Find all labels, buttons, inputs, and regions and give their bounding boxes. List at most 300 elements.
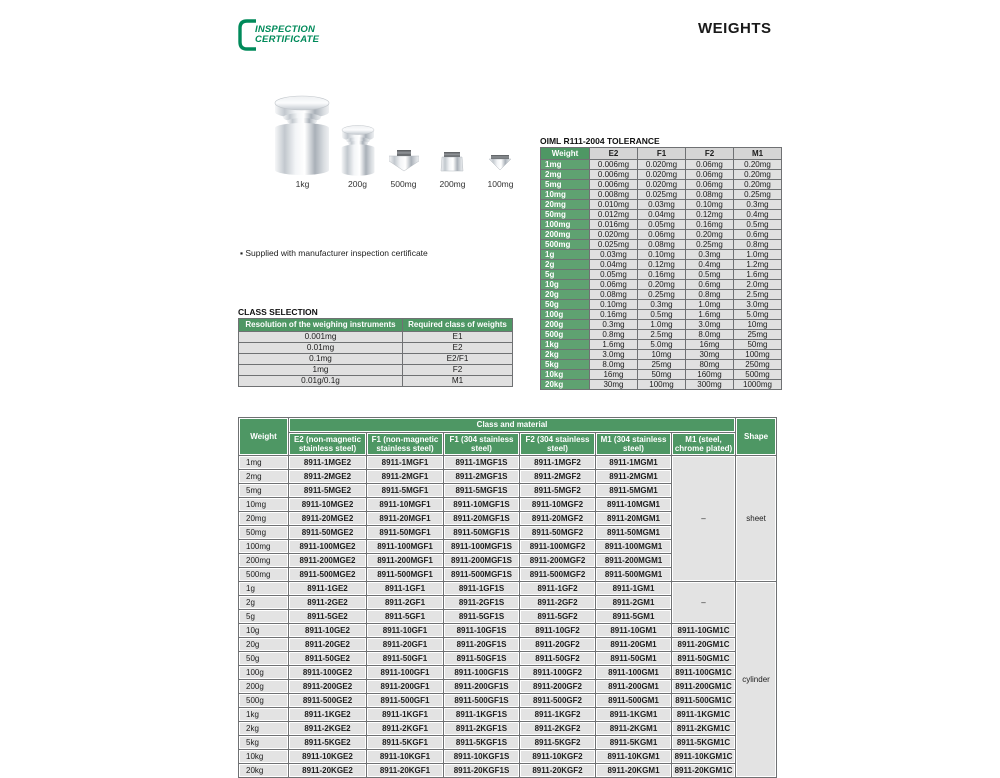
header-row	[239, 319, 512, 331]
table-row	[239, 354, 512, 364]
part-number: 8911-100GM1C	[672, 666, 735, 679]
part-number: 8911-20GM1C	[672, 638, 735, 651]
row-label: 20mg	[239, 512, 288, 525]
tolerance-value: 8.0mg	[590, 360, 637, 369]
tolerance-value: 0.12mg	[686, 210, 733, 219]
column-header: F1 (non-magnetic stainless steel)	[367, 433, 443, 455]
column-header: Weight	[239, 418, 288, 455]
row-label: 10kg	[239, 750, 288, 763]
tolerance-value: 2.5mg	[638, 330, 685, 339]
tolerance-value: 0.4mg	[734, 210, 781, 219]
part-number: 8911-1KGF1S	[444, 708, 519, 721]
tolerance-value: 0.3mg	[686, 250, 733, 259]
row-label: 5kg	[239, 736, 288, 749]
part-number: 8911-200GM1C	[672, 680, 735, 693]
row-label: 10g	[541, 280, 589, 289]
table-row	[541, 170, 781, 179]
note	[240, 248, 428, 258]
weight-label: 200g	[348, 179, 367, 189]
row-label: 10g	[239, 624, 288, 637]
tolerance-value: 1.2mg	[734, 260, 781, 269]
tolerance-value: 0.20mg	[686, 230, 733, 239]
class-value: 0.001mg	[239, 332, 402, 342]
part-number: 8911-200MGM1	[596, 554, 671, 567]
bullet-icon: ▪	[240, 248, 244, 258]
part-number: 8911-500MGE2	[289, 568, 366, 581]
part-number: 8911-1KGF1	[367, 708, 443, 721]
tolerance-value: 0.8mg	[686, 290, 733, 299]
table-row	[541, 330, 781, 339]
part-number: 8911-10MGF1S	[444, 498, 519, 511]
tolerance-value: 0.20mg	[734, 160, 781, 169]
part-number: 8911-50MGM1	[596, 526, 671, 539]
part-number: 8911-1GE2	[289, 582, 366, 595]
part-number: 8911-1GF2	[520, 582, 595, 595]
part-number: 8911-5KGE2	[289, 736, 366, 749]
class-value: M1	[403, 376, 512, 386]
row-label: 100g	[239, 666, 288, 679]
part-number: 8911-10GF2	[520, 624, 595, 637]
merged-cell: sheet	[736, 456, 776, 581]
row-label: 5g	[239, 610, 288, 623]
table-row	[541, 190, 781, 199]
tolerance-value: 0.25mg	[638, 290, 685, 299]
tolerance-table-title: OIML R111-2004 TOLERANCE	[540, 136, 660, 146]
table-row	[239, 365, 512, 375]
class-value: E2	[403, 343, 512, 353]
table-row	[239, 376, 512, 386]
part-number: 8911-100MGM1	[596, 540, 671, 553]
table-row	[541, 340, 781, 349]
part-number: 8911-200GF2	[520, 680, 595, 693]
table-row	[541, 160, 781, 169]
row-label: 2g	[541, 260, 589, 269]
tolerance-value: 0.8mg	[734, 240, 781, 249]
part-number: 8911-2GM1	[596, 596, 671, 609]
table-row	[541, 270, 781, 279]
tolerance-value: 16mg	[686, 340, 733, 349]
header-row	[239, 433, 776, 455]
row-label: 1g	[239, 582, 288, 595]
table-row	[541, 230, 781, 239]
table-row	[541, 240, 781, 249]
merged-cell: –	[672, 456, 735, 581]
tolerance-value: 0.006mg	[590, 160, 637, 169]
part-number: 8911-1MGF1S	[444, 456, 519, 469]
part-number: 8911-5KGM1	[596, 736, 671, 749]
weight-label: 1kg	[295, 179, 310, 189]
tolerance-value: 0.020mg	[638, 180, 685, 189]
part-number: 8911-5KGF1S	[444, 736, 519, 749]
row-label: 100g	[541, 310, 589, 319]
part-number: 8911-5GF2	[520, 610, 595, 623]
part-number: 8911-20KGM1	[596, 764, 671, 777]
column-header: F2	[686, 148, 733, 159]
row-label: 100mg	[541, 220, 589, 229]
tolerance-value: 25mg	[734, 330, 781, 339]
part-number: 8911-100MGE2	[289, 540, 366, 553]
part-number: 8911-20GF2	[520, 638, 595, 651]
class-value: 1mg	[239, 365, 402, 375]
row-label: 2mg	[541, 170, 589, 179]
row-label: 20mg	[541, 200, 589, 209]
table-row	[239, 652, 776, 665]
table-row	[541, 290, 781, 299]
tolerance-value: 0.03mg	[590, 250, 637, 259]
part-number: 8911-10MGF2	[520, 498, 595, 511]
row-label: 20g	[239, 638, 288, 651]
tolerance-value: 0.06mg	[638, 230, 685, 239]
part-number: 8911-2MGF1S	[444, 470, 519, 483]
tolerance-value: 0.08mg	[686, 190, 733, 199]
row-label: 2kg	[541, 350, 589, 359]
row-label: 20kg	[541, 380, 589, 389]
part-number: 8911-20KGF1	[367, 764, 443, 777]
table-row	[239, 736, 776, 749]
part-number: 8911-50MGF1	[367, 526, 443, 539]
column-header: Weight	[541, 148, 589, 159]
tolerance-value: 3.0mg	[590, 350, 637, 359]
part-number: 8911-50MGF2	[520, 526, 595, 539]
part-number: 8911-5GF1	[367, 610, 443, 623]
merged-cell: –	[672, 582, 735, 623]
tolerance-value: 1.6mg	[734, 270, 781, 279]
row-label: 5mg	[541, 180, 589, 189]
tolerance-value: 0.4mg	[686, 260, 733, 269]
class-value: 0.1mg	[239, 354, 402, 364]
part-number: 8911-20MGM1	[596, 512, 671, 525]
tolerance-value: 0.025mg	[590, 240, 637, 249]
tolerance-value: 0.016mg	[590, 220, 637, 229]
part-number: 8911-20GM1	[596, 638, 671, 651]
class-value: F2	[403, 365, 512, 375]
column-header: F2 (304 stainless steel)	[520, 433, 595, 455]
row-label: 20g	[541, 290, 589, 299]
table-row	[239, 456, 776, 469]
part-number: 8911-2KGM1	[596, 722, 671, 735]
part-number: 8911-2GF2	[520, 596, 595, 609]
tolerance-value: 100mg	[734, 350, 781, 359]
logo-line2: CERTIFICATE	[255, 34, 320, 45]
class-selection-title: CLASS SELECTION	[238, 307, 318, 317]
inspection-certificate-logo	[237, 19, 319, 51]
table-row	[541, 250, 781, 259]
tolerance-value: 1.6mg	[686, 310, 733, 319]
tolerance-value: 0.06mg	[686, 160, 733, 169]
header-row	[239, 418, 776, 432]
row-label: 5mg	[239, 484, 288, 497]
table-row	[541, 210, 781, 219]
column-header: Required class of weights	[403, 319, 512, 331]
tolerance-value: 0.006mg	[590, 170, 637, 179]
logo-line1: INSPECTION	[255, 24, 316, 35]
column-header: M1 (steel, chrome plated)	[672, 433, 735, 455]
tolerance-value: 0.020mg	[638, 160, 685, 169]
part-number: 8911-1GF1	[367, 582, 443, 595]
tolerance-value: 250mg	[734, 360, 781, 369]
tolerance-value: 0.006mg	[590, 180, 637, 189]
part-number: 8911-10GF1	[367, 624, 443, 637]
table-row	[239, 722, 776, 735]
column-header: F1	[638, 148, 685, 159]
part-number: 8911-2KGE2	[289, 722, 366, 735]
class-value: E2/F1	[403, 354, 512, 364]
tolerance-value: 1000mg	[734, 380, 781, 389]
table-row	[239, 343, 512, 353]
part-number: 8911-1KGM1C	[672, 708, 735, 721]
part-number: 8911-10MGE2	[289, 498, 366, 511]
row-label: 1g	[541, 250, 589, 259]
tolerance-value: 8.0mg	[686, 330, 733, 339]
tolerance-value: 0.04mg	[638, 210, 685, 219]
part-number: 8911-2MGF1	[367, 470, 443, 483]
tolerance-value: 0.06mg	[590, 280, 637, 289]
tolerance-value: 0.6mg	[734, 230, 781, 239]
column-header: E2 (non-magnetic stainless steel)	[289, 433, 366, 455]
tolerance-value: 0.8mg	[590, 330, 637, 339]
tolerance-value: 0.6mg	[686, 280, 733, 289]
part-number: 8911-500MGF1	[367, 568, 443, 581]
part-number: 8911-10GE2	[289, 624, 366, 637]
table-row	[239, 694, 776, 707]
tolerance-value: 0.020mg	[638, 170, 685, 179]
part-number: 8911-10MGF1	[367, 498, 443, 511]
order-table-body	[239, 456, 776, 777]
part-number: 8911-500MGF1S	[444, 568, 519, 581]
row-label: 5g	[541, 270, 589, 279]
part-number: 8911-50GF1	[367, 652, 443, 665]
part-number: 8911-5MGF1S	[444, 484, 519, 497]
tolerance-value: 0.5mg	[638, 310, 685, 319]
tolerance-value: 80mg	[686, 360, 733, 369]
part-number: 8911-10KGF1	[367, 750, 443, 763]
tolerance-value: 0.010mg	[590, 200, 637, 209]
weight-image-1kg	[264, 93, 340, 182]
part-number: 8911-200MGF1S	[444, 554, 519, 567]
tolerance-value: 0.05mg	[638, 220, 685, 229]
tolerance-value: 10mg	[734, 320, 781, 329]
part-number: 8911-5KGF2	[520, 736, 595, 749]
part-number: 8911-1GM1	[596, 582, 671, 595]
part-number: 8911-10GM1C	[672, 624, 735, 637]
part-number: 8911-50GF2	[520, 652, 595, 665]
part-number: 8911-20GE2	[289, 638, 366, 651]
part-number: 8911-5KGM1C	[672, 736, 735, 749]
class-selection-body	[239, 332, 512, 386]
weight-label: 200mg	[439, 179, 466, 189]
part-number: 8911-100GF1	[367, 666, 443, 679]
table-row	[541, 320, 781, 329]
part-number: 8911-20MGF2	[520, 512, 595, 525]
tolerance-value: 0.12mg	[638, 260, 685, 269]
tolerance-value: 50mg	[638, 370, 685, 379]
table-row	[541, 360, 781, 369]
part-number: 8911-10GF1S	[444, 624, 519, 637]
table-row	[541, 200, 781, 209]
tolerance-value: 0.10mg	[638, 250, 685, 259]
part-number: 8911-20MGF1	[367, 512, 443, 525]
tolerance-value: 0.3mg	[638, 300, 685, 309]
part-number: 8911-500GF1	[367, 694, 443, 707]
part-number: 8911-500MGM1	[596, 568, 671, 581]
page-title: WEIGHTS	[698, 20, 772, 37]
column-header: Shape	[736, 418, 776, 455]
tolerance-value: 0.06mg	[686, 180, 733, 189]
part-number: 8911-200GE2	[289, 680, 366, 693]
tolerance-value: 100mg	[638, 380, 685, 389]
row-label: 10kg	[541, 370, 589, 379]
part-number: 8911-500MGF2	[520, 568, 595, 581]
table-row	[541, 180, 781, 189]
part-number: 8911-50GF1S	[444, 652, 519, 665]
part-number: 8911-2KGF1S	[444, 722, 519, 735]
part-number: 8911-100MGF2	[520, 540, 595, 553]
row-label: 200g	[239, 680, 288, 693]
tolerance-value: 3.0mg	[734, 300, 781, 309]
tolerance-value: 25mg	[638, 360, 685, 369]
tolerance-value: 0.20mg	[734, 180, 781, 189]
tolerance-value: 2.0mg	[734, 280, 781, 289]
row-label: 2mg	[239, 470, 288, 483]
row-label: 10mg	[239, 498, 288, 511]
tolerance-value: 3.0mg	[686, 320, 733, 329]
tolerance-value: 30mg	[686, 350, 733, 359]
table-row	[541, 370, 781, 379]
column-header: M1	[734, 148, 781, 159]
part-number: 8911-100GF2	[520, 666, 595, 679]
table-row	[541, 220, 781, 229]
part-number: 8911-1MGF1	[367, 456, 443, 469]
part-number: 8911-1MGF2	[520, 456, 595, 469]
row-label: 50g	[541, 300, 589, 309]
part-number: 8911-200GF1	[367, 680, 443, 693]
part-number: 8911-100MGF1	[367, 540, 443, 553]
table-row	[239, 624, 776, 637]
part-number: 8911-20MGF1S	[444, 512, 519, 525]
part-number: 8911-50GM1C	[672, 652, 735, 665]
table-row	[541, 260, 781, 269]
tolerance-value: 10mg	[638, 350, 685, 359]
part-number: 8911-20MGE2	[289, 512, 366, 525]
part-number: 8911-1MGE2	[289, 456, 366, 469]
part-number: 8911-50GE2	[289, 652, 366, 665]
part-number: 8911-1KGM1	[596, 708, 671, 721]
row-label: 200mg	[541, 230, 589, 239]
part-number: 8911-2MGE2	[289, 470, 366, 483]
part-number: 8911-20GF1S	[444, 638, 519, 651]
tolerance-value: 16mg	[590, 370, 637, 379]
table-row	[239, 638, 776, 651]
part-number: 8911-2GF1S	[444, 596, 519, 609]
row-label: 500g	[239, 694, 288, 707]
part-number: 8911-500GM1	[596, 694, 671, 707]
weight-image-500mg	[389, 150, 419, 177]
part-number: 8911-500GF2	[520, 694, 595, 707]
table-row	[239, 764, 776, 777]
row-label: 50mg	[541, 210, 589, 219]
part-number: 8911-500GF1S	[444, 694, 519, 707]
part-number: 8911-2KGM1C	[672, 722, 735, 735]
part-number: 8911-2GF1	[367, 596, 443, 609]
tolerance-value: 0.012mg	[590, 210, 637, 219]
class-value: E1	[403, 332, 512, 342]
tolerance-value: 2.5mg	[734, 290, 781, 299]
tolerance-value: 0.03mg	[638, 200, 685, 209]
tolerance-value: 0.16mg	[590, 310, 637, 319]
table-row	[239, 582, 776, 595]
part-number: 8911-20KGF1S	[444, 764, 519, 777]
column-header: Resolution of the weighing instruments	[239, 319, 402, 331]
tolerance-value: 5.0mg	[734, 310, 781, 319]
tolerance-value: 0.3mg	[734, 200, 781, 209]
tolerance-table	[540, 147, 782, 390]
table-row	[239, 666, 776, 679]
row-label: 1mg	[541, 160, 589, 169]
tolerance-value: 0.16mg	[686, 220, 733, 229]
banner-header: Class and material	[289, 418, 735, 432]
rounded-bracket-icon	[237, 19, 257, 51]
tolerance-value: 0.05mg	[590, 270, 637, 279]
table-row	[541, 380, 781, 389]
part-number: 8911-1KGF2	[520, 708, 595, 721]
weight-image-100mg	[488, 155, 512, 176]
part-number: 8911-1MGM1	[596, 456, 671, 469]
part-number: 8911-100GM1	[596, 666, 671, 679]
row-label: 2kg	[239, 722, 288, 735]
tolerance-value: 50mg	[734, 340, 781, 349]
tolerance-table-body	[541, 160, 781, 389]
part-number: 8911-100MGF1S	[444, 540, 519, 553]
part-number: 8911-50MGF1S	[444, 526, 519, 539]
part-number: 8911-5MGF1	[367, 484, 443, 497]
row-label: 20kg	[239, 764, 288, 777]
order-table	[238, 417, 777, 778]
table-row	[239, 708, 776, 721]
tolerance-value: 0.08mg	[638, 240, 685, 249]
table-row	[541, 350, 781, 359]
part-number: 8911-1KGE2	[289, 708, 366, 721]
part-number: 8911-100GE2	[289, 666, 366, 679]
row-label: 200mg	[239, 554, 288, 567]
table-row	[541, 310, 781, 319]
part-number: 8911-5MGM1	[596, 484, 671, 497]
tolerance-value: 0.25mg	[734, 190, 781, 199]
row-label: 1mg	[239, 456, 288, 469]
tolerance-value: 0.5mg	[734, 220, 781, 229]
row-label: 500mg	[541, 240, 589, 249]
class-value: 0.01g/0.1g	[239, 376, 402, 386]
table-row	[239, 680, 776, 693]
table-row	[239, 332, 512, 342]
tolerance-value: 0.20mg	[734, 170, 781, 179]
note-text: Supplied with manufacturer inspection certificate	[245, 248, 428, 258]
row-label: 200g	[541, 320, 589, 329]
part-number: 8911-200MGF2	[520, 554, 595, 567]
row-label: 500mg	[239, 568, 288, 581]
part-number: 8911-200GF1S	[444, 680, 519, 693]
tolerance-value: 0.10mg	[590, 300, 637, 309]
part-number: 8911-20KGM1C	[672, 764, 735, 777]
row-label: 5kg	[541, 360, 589, 369]
tolerance-value: 1.0mg	[734, 250, 781, 259]
part-number: 8911-2MGF2	[520, 470, 595, 483]
merged-cell: cylinder	[736, 582, 776, 777]
row-label: 50g	[239, 652, 288, 665]
part-number: 8911-2KGF1	[367, 722, 443, 735]
tolerance-value: 0.020mg	[590, 230, 637, 239]
tolerance-value: 300mg	[686, 380, 733, 389]
tolerance-value: 0.08mg	[590, 290, 637, 299]
